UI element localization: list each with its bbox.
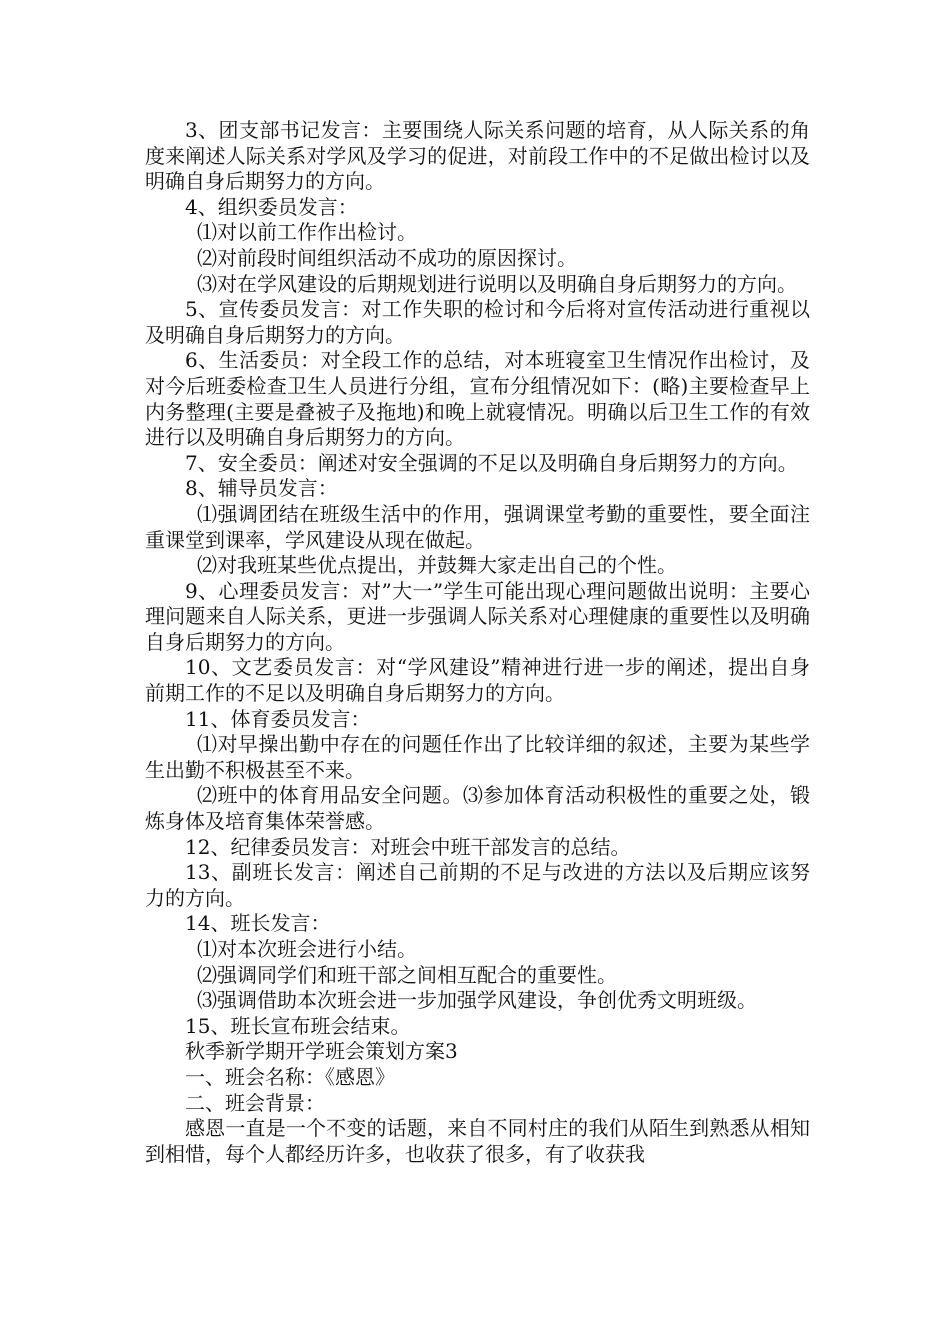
section-heading: 二、班会背景： (185, 1090, 325, 1115)
sub-item: ⑴强调团结在班级生活中的作用，强调课堂考勤的重要性，要全面注重课堂到课率，学风建设从现在做起。 (145, 501, 810, 552)
paragraph-item-6: 6、生活委员：对全段工作的总结，对本班寝室卫生情况作出检讨，及对今后班委检查卫生人员进行分组，宣布分组情况如下：(略)主要检查早上内务整理(主要是叠被子及拖地)和晚上就寝情况。明确以后卫生工作的有效进行以及明确自身后期努力的方向。 (145, 348, 810, 450)
sub-item: ⑶强调借助本次班会进一步加强学风建设，争创优秀文明班级。 (197, 988, 757, 1013)
paragraph-item-13: 13、副班长发言：阐述自己前期的不足与改进的方法以及后期应该努力的方向。 (145, 860, 810, 910)
paragraph-item-5: 5、宣传委员发言：对工作失职的检讨和今后将对宣传活动进行重视以及明确自身后期努力的方向。 (145, 297, 810, 347)
sub-item: ⑵班中的体育用品安全问题。⑶参加体育活动积极性的重要之处，锻炼身体及培育集体荣誉感。 (145, 783, 810, 834)
document-page (145, 118, 810, 1167)
sub-item: ⑴对早操出勤中存在的问题任作出了比较详细的叙述，主要为某些学生出勤不积极甚至不来。 (145, 732, 810, 782)
paragraph-item-15: 15、班长宣布班会结束。 (185, 1013, 411, 1038)
paragraph-item-4: 4、组织委员发言： (185, 194, 358, 219)
paragraph-item-7: 7、安全委员：阐述对安全强调的不足以及明确自身后期努力的方向。 (185, 450, 798, 475)
paragraph-item-3: 3、团支部书记发言：主要围绕人际关系问题的培育，从人际关系的角度来阐述人际关系对学风及学习的促进，对前段工作中的不足做出检讨以及明确自身后期努力的方向。 (145, 118, 810, 194)
sub-item: ⑴对以前工作作出检讨。 (197, 220, 417, 245)
sub-item: ⑵强调同学们和班干部之间相互配合的重要性。 (197, 962, 617, 987)
paragraph-item-14: 14、班长发言： (185, 911, 331, 936)
sub-item: ⑴对本次班会进行小结。 (197, 937, 417, 961)
body-paragraph: 感恩一直是一个不变的话题，来自不同村庄的我们从陌生到熟悉从相知到相惜，每个人都经历许多，也收获了很多，有了收获我 (145, 1116, 810, 1166)
paragraph-item-12: 12、纪律委员发言：对班会中班干部发言的总结。 (185, 834, 631, 859)
sub-item: ⑶对在学风建设的后期规划进行说明以及明确自身后期努力的方向。 (197, 271, 797, 296)
section-title: 秋季新学期开学班会策划方案3 (185, 1039, 458, 1064)
paragraph-item-11: 11、体育委员发言： (185, 706, 371, 731)
sub-item: ⑵对我班某些优点提出，并鼓舞大家走出自己的个性。 (197, 553, 677, 578)
sub-item: ⑵对前段时间组织活动不成功的原因探讨。 (197, 245, 577, 270)
paragraph-item-8: 8、辅导员发言： (185, 476, 338, 501)
paragraph-item-10: 10、文艺委员发言：对“学风建设”精神进行进一步的阐述，提出自身前期工作的不足以及明确自身后期努力的方向。 (145, 655, 810, 706)
paragraph-item-9: 9、心理委员发言：对”大一”学生可能出现心理问题做出说明：主要心理问题来自人际关系，更进一步强调人际关系对心理健康的重要性以及明确自身后期努力的方向。 (145, 578, 810, 654)
section-heading: 一、班会名称：《感恩》 (185, 1064, 395, 1089)
